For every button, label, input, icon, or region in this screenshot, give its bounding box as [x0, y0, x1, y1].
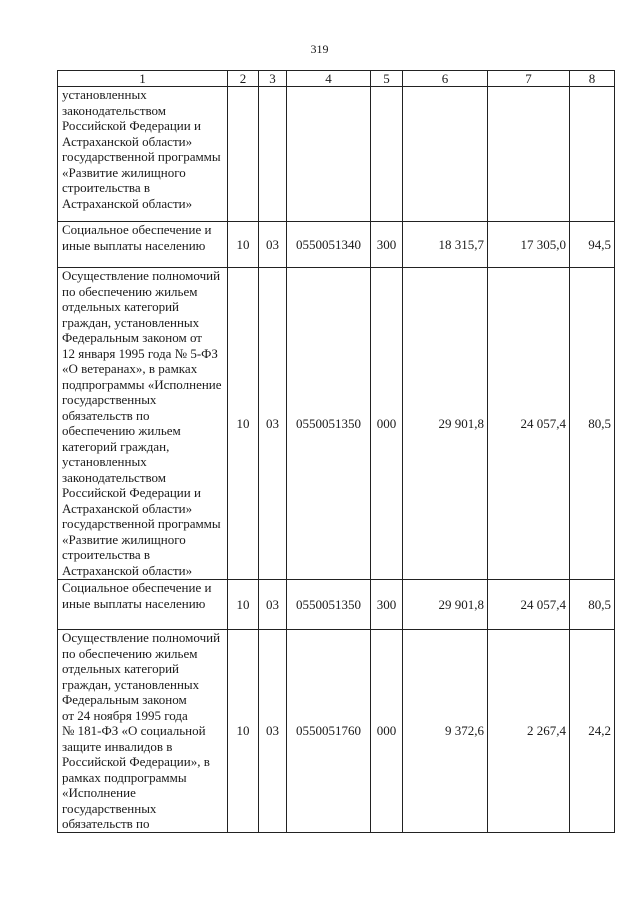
table-row: [58, 222, 615, 268]
execution-percent: 80,5: [570, 580, 615, 630]
expense-type-code: 300: [371, 580, 403, 630]
description-line: государственной программы: [62, 149, 221, 164]
description-line: № 181-ФЗ «О социальной: [62, 723, 206, 738]
executed-amount: 2 267,4: [488, 630, 570, 833]
description-line: «Развитие жилищного: [62, 531, 186, 547]
subsection-code: 03: [259, 222, 287, 268]
description-line: законодательством: [62, 102, 167, 118]
executed-amount: 17 305,0: [488, 222, 570, 268]
description-line: от 24 ноября 1995 года: [62, 707, 188, 723]
executed-amount: 24 057,4: [488, 268, 570, 580]
description-line: категорий граждан,: [62, 438, 170, 454]
description-line: законодательством: [62, 469, 167, 485]
description-line: государственных: [62, 392, 157, 407]
header-row: [58, 71, 615, 87]
description-line: по обеспечению жильем: [62, 645, 198, 661]
executed-amount: [488, 87, 570, 222]
execution-percent: [570, 87, 615, 222]
description-line: строительства в: [62, 547, 151, 562]
execution-percent: 94,5: [570, 222, 615, 268]
header-cell: 5: [371, 71, 403, 87]
table-row: [58, 580, 615, 630]
budget-table: [57, 70, 615, 833]
subsection-code: [259, 87, 287, 222]
target-item-code: 0550051340: [287, 222, 371, 268]
description-line: Астраханской области»: [62, 562, 193, 578]
section-code: 10: [228, 268, 259, 580]
section-code: 10: [228, 222, 259, 268]
description-cell: [58, 87, 228, 222]
description-line: отдельных категорий: [62, 299, 180, 314]
description-line: государственной программы: [62, 516, 221, 531]
description-line: 12 января 1995 года № 5-ФЗ: [62, 345, 218, 361]
execution-percent: 24,2: [570, 630, 615, 833]
description-line: установленных: [62, 454, 147, 469]
description-line: государственных: [62, 800, 157, 816]
description-cell: [58, 630, 228, 833]
description-line: «Развитие жилищного: [62, 164, 186, 180]
description-line: рамках подпрограммы: [62, 769, 187, 785]
description-cell: [58, 580, 228, 630]
description-line: отдельных категорий: [62, 661, 180, 676]
target-item-code: 0550051350: [287, 268, 371, 580]
description-line: Осуществление полномочий: [62, 268, 221, 283]
header-cell: 6: [403, 71, 488, 87]
description-cell: [58, 268, 228, 580]
description-line: Российской Федерации», в: [62, 754, 210, 769]
subsection-code: 03: [259, 268, 287, 580]
expense-type-code: 000: [371, 630, 403, 833]
header-cell: 7: [488, 71, 570, 87]
header-cell: 8: [570, 71, 615, 87]
table-row: [58, 87, 615, 222]
description-line: установленных: [62, 87, 147, 102]
description-line: подпрограммы «Исполнение: [62, 376, 222, 392]
target-item-code: [287, 87, 371, 222]
subsection-code: 03: [259, 580, 287, 630]
description-line: Федеральным законом от: [62, 330, 202, 345]
description-line: Астраханской области»: [62, 133, 193, 149]
description-line: обязательств по: [62, 407, 150, 423]
planned-amount: 9 372,6: [403, 630, 488, 833]
description-line: иные выплаты населению: [62, 237, 206, 253]
description-line: Федеральным законом: [62, 692, 187, 707]
description-line: граждан, установленных: [62, 676, 200, 692]
planned-amount: 29 901,8: [403, 268, 488, 580]
section-code: 10: [228, 630, 259, 833]
expense-type-code: 000: [371, 268, 403, 580]
description-line: Российской Федерации и: [62, 485, 201, 500]
description-line: обеспечению жильем: [62, 423, 181, 438]
executed-amount: 24 057,4: [488, 580, 570, 630]
description-line: по обеспечению жильем: [62, 283, 198, 299]
planned-amount: 18 315,7: [403, 222, 488, 268]
header-cell: 4: [287, 71, 371, 87]
description-line: Осуществление полномочий: [62, 630, 221, 645]
table-row: [58, 630, 615, 833]
description-line: иные выплаты населению: [62, 595, 206, 611]
description-line: граждан, установленных: [62, 314, 200, 330]
description-line: обязательств по: [62, 816, 150, 831]
header-cell: 2: [228, 71, 259, 87]
execution-percent: 80,5: [570, 268, 615, 580]
description-line: «О ветеранах», в рамках: [62, 361, 198, 376]
description-cell: [58, 222, 228, 268]
description-line: защите инвалидов в: [62, 738, 173, 754]
target-item-code: 0550051760: [287, 630, 371, 833]
header-cell: 3: [259, 71, 287, 87]
expense-type-code: [371, 87, 403, 222]
section-code: [228, 87, 259, 222]
planned-amount: [403, 87, 488, 222]
description-line: Астраханской области»: [62, 195, 193, 211]
description-line: строительства в: [62, 180, 151, 195]
expense-type-code: 300: [371, 222, 403, 268]
target-item-code: 0550051350: [287, 580, 371, 630]
planned-amount: 29 901,8: [403, 580, 488, 630]
description-line: Социальное обеспечение и: [62, 580, 212, 595]
description-line: Российской Федерации и: [62, 118, 201, 133]
section-code: 10: [228, 580, 259, 630]
table-row: [58, 268, 615, 580]
header-cell: 1: [58, 71, 228, 87]
description-line: Астраханской области»: [62, 500, 193, 516]
description-line: «Исполнение: [62, 785, 136, 800]
description-line: Социальное обеспечение и: [62, 222, 212, 237]
subsection-code: 03: [259, 630, 287, 833]
page-number: 319: [310, 42, 329, 56]
